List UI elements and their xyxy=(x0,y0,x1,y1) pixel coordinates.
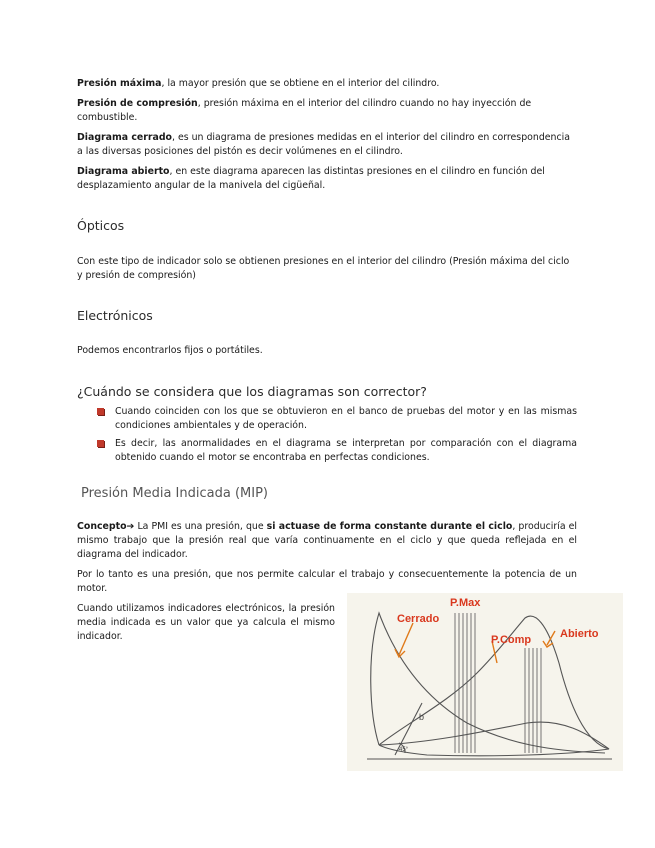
term: Presión de compresión xyxy=(77,98,198,109)
list-item xyxy=(97,437,577,465)
pressure-diagram xyxy=(347,593,623,771)
pressure-diagram-figure xyxy=(347,593,623,771)
bullet-icon xyxy=(97,440,104,447)
heading-correctos: ¿Cuándo se considera que los diagramas son corrector? xyxy=(77,384,427,399)
term: Diagrama cerrado xyxy=(77,132,172,143)
list-item-text: Cuando coinciden con los que se obtuvieron en el banco de pruebas del motor y en las mismas condiciones ambientales y de operación. xyxy=(115,406,577,431)
definition-presion-compresion xyxy=(77,97,577,125)
arrow-right-icon: ➔ xyxy=(126,521,135,532)
opticos-text: Con este tipo de indicador solo se obtienen presiones en el interior del cilindro (Presión máxima del ciclo y presión de compresión) xyxy=(77,256,570,281)
heading-electronicos: Electrónicos xyxy=(77,308,153,323)
label-b: b xyxy=(419,712,425,722)
heading-mip: Presión Media Indicada (MIP) xyxy=(81,486,268,501)
definition-text: , presión máxima en el interior del cilindro cuando no hay inyección de combustible. xyxy=(77,98,532,123)
definition-diagrama-cerrado xyxy=(77,131,577,159)
cerrado-arrow xyxy=(399,623,413,655)
list-item-text: Es decir, las anormalidades en el diagrama se interpretan por comparación con el diagrama obtenido cuando el motor se encontraba en perfectas condiciones. xyxy=(115,438,577,463)
heading-opticos: Ópticos xyxy=(77,218,125,233)
label-angle: 45° xyxy=(399,747,409,753)
concepto-emphasis: si actuase de forma constante durante el ciclo xyxy=(266,521,513,532)
definition-text: , en este diagrama aparecen las distintas presiones en el cilindro en función del desplazamiento angular de la manivela del cigüeñal. xyxy=(77,166,545,191)
term: Presión máxima xyxy=(77,78,162,89)
definition-text: , es un diagrama de presiones medidas en el interior del cilindro en correspondencia a las diversas posiciones del pistón es decir volúmenes en el cilindro. xyxy=(77,132,570,157)
label-abierto: Abierto xyxy=(560,628,599,640)
concepto-text: , produciría el mismo trabajo que la presión real que varía continuamente en el ciclo y que queda reflejada en el diagrama del indicador. xyxy=(77,521,577,560)
label-pmax: P.Max xyxy=(450,597,481,609)
label-pcomp: P.Comp xyxy=(491,634,532,646)
definition-text: , la mayor presión que se obtiene en el interior del cilindro. xyxy=(161,78,440,89)
lower-diagram-curve xyxy=(379,722,609,749)
label-cerrado: Cerrado xyxy=(397,613,440,625)
term: Diagrama abierto xyxy=(77,166,170,177)
pcomp-hatch-lines xyxy=(525,648,541,753)
concepto-label: Concepto xyxy=(77,521,127,532)
list-item xyxy=(97,405,577,433)
definition-presion-maxima xyxy=(77,77,577,91)
mip-paragraph-3: Cuando utilizamos indicadores electrónicos, la presión media indicada es un valor que ya calcula el mismo indicador. xyxy=(77,603,335,642)
concepto-text: La PMI es una presión, que xyxy=(134,521,267,532)
correctos-list xyxy=(97,405,577,469)
definition-diagrama-abierto xyxy=(77,165,577,193)
pmax-hatch-lines xyxy=(455,613,475,753)
mip-paragraph-2: Por lo tanto es una presión, que nos permite calcular el trabajo y consecuentemente la potencia de un motor. xyxy=(77,569,577,594)
bullet-icon xyxy=(97,408,104,415)
electronicos-text: Podemos encontrarlos fijos o portátiles. xyxy=(77,345,263,356)
mip-concepto xyxy=(77,520,577,562)
